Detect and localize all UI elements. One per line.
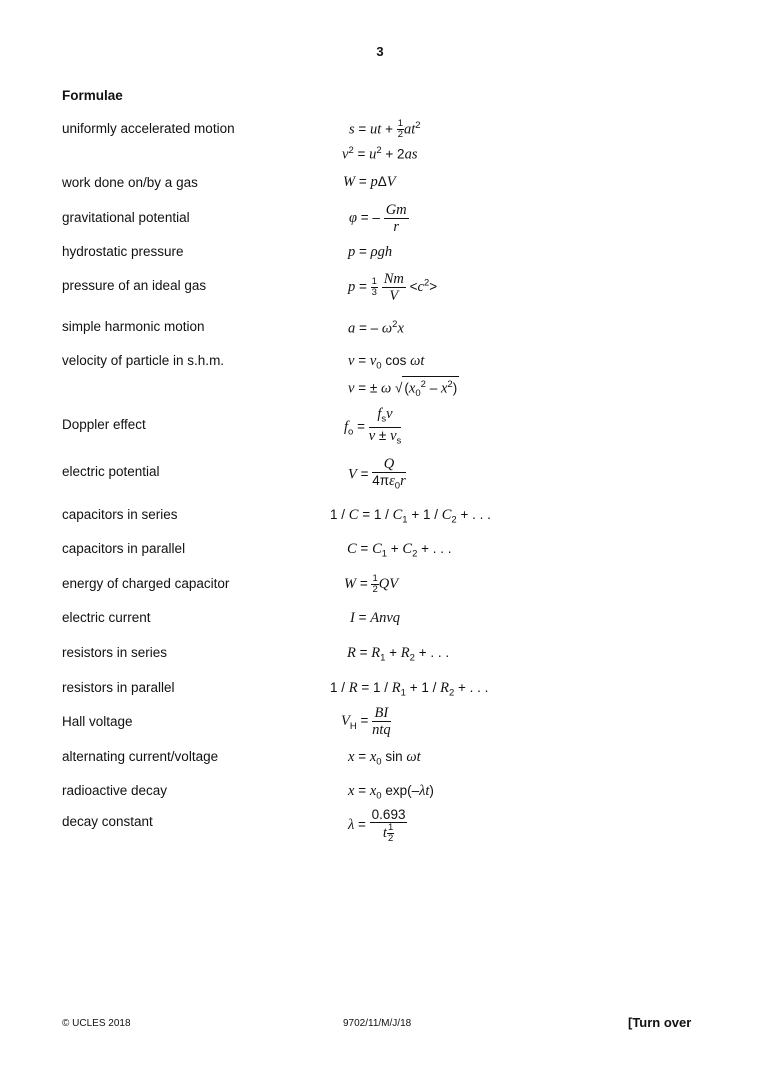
formula-resistors-series: $R = R_1 + R_2$ + . . .: [347, 645, 450, 664]
formula-velocity-squared: $v^2 = u^2 + 2as$: [342, 145, 418, 163]
formula-capacitors-series: $1 / C = 1 / C_1 + 1 / C_2$ + . . .: [330, 507, 491, 526]
label-alternating-current: alternating current/voltage: [62, 749, 219, 764]
formula-capacitor-energy: W = $\frac{1}{2}$ QV: [344, 573, 399, 595]
label-decay-constant: decay constant: [62, 814, 153, 829]
label-gravitational-potential: gravitational potential: [62, 210, 190, 225]
label-hydrostatic-pressure: hydrostatic pressure: [62, 244, 184, 259]
formula-electric-potential: V = $\frac{Q}{4\pi\varepsilon_0r}$: [348, 456, 406, 492]
label-resistors-series: resistors in series: [62, 645, 168, 660]
label-capacitors-series: capacitors in series: [62, 507, 178, 522]
formula-hydrostatic-pressure: p = ρgh: [348, 244, 393, 260]
label-energy-capacitor: energy of charged capacitor: [62, 576, 230, 591]
label-electric-potential: electric potential: [62, 464, 160, 479]
formula-velocity-sqrt: v = ± ω √ $(x_0^2 - x^2)$: [348, 376, 459, 402]
label-simple-harmonic-motion: simple harmonic motion: [62, 319, 205, 334]
formula-decay-constant: λ = 0.693 t $\frac{1}{2}$: [348, 807, 406, 844]
label-uniformly-accelerated-motion: uniformly accelerated motion: [62, 121, 235, 136]
formula-hall-voltage: $V_H$ = $\frac{BI}{\text{ntq}}$: [341, 705, 391, 738]
formula-radioactive-decay: $x = x_0$ exp(–λt): [348, 783, 434, 802]
formula-doppler: $f_o$ = $\frac{f_sv}{v \pm v_s}$: [344, 406, 402, 447]
label-pressure-ideal-gas: pressure of an ideal gas: [62, 278, 207, 293]
label-velocity-shm: velocity of particle in s.h.m.: [62, 353, 225, 368]
label-electric-current: electric current: [62, 610, 151, 625]
footer-paper-code: 9702/11/M/J/18: [343, 1018, 412, 1029]
formula-electric-current: I = Anvq: [350, 610, 401, 626]
formula-displacement: s = ut + $\frac{1}{2}$ $at^2$: [349, 118, 421, 141]
footer-copyright: © UCLES 2018: [62, 1018, 131, 1029]
label-capacitors-parallel: capacitors in parallel: [62, 541, 186, 556]
formula-shm: a = – $\omega^2x$: [348, 319, 404, 337]
label-radioactive-decay: radioactive decay: [62, 783, 168, 798]
turn-over-note: [Turn over: [628, 1015, 692, 1030]
formula-resistors-parallel: $1 / R = 1 / R_1 + 1 / R_2$ + . . .: [330, 680, 489, 699]
label-doppler-effect: Doppler effect: [62, 417, 146, 432]
formula-work-gas: W = pΔV: [343, 174, 396, 190]
formula-gravitational-potential: φ = – $\frac{Gm}{r}$: [349, 202, 407, 235]
formula-ideal-gas-pressure: p = $\frac{1}{3}$ $\frac{Nm}{V}$ $<c^2>$: [348, 271, 438, 304]
label-work-done-gas: work done on/by a gas: [62, 175, 198, 190]
formula-alternating: $x = x_0$ sin ωt: [348, 749, 421, 768]
page-number: 3: [376, 44, 384, 59]
label-resistors-parallel: resistors in parallel: [62, 680, 175, 695]
page-heading: Formulae: [62, 88, 123, 103]
formula-velocity-cos: $v = v_0$ cos ωt: [348, 353, 425, 372]
label-hall-voltage: Hall voltage: [62, 714, 133, 729]
formula-capacitors-parallel: $C = C_1 + C_2$ + . . .: [347, 541, 452, 560]
